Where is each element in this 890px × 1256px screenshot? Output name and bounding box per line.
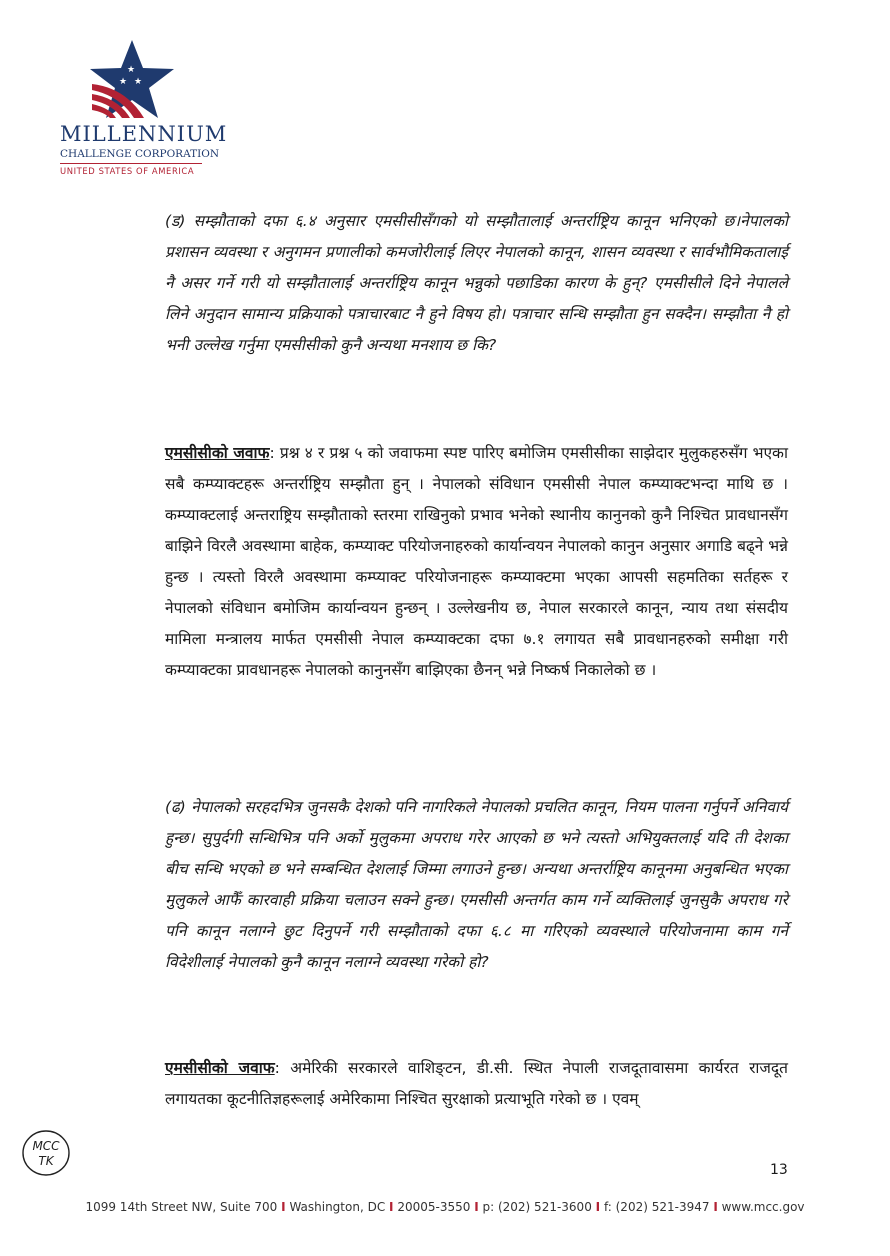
svg-text:★: ★ [119,77,128,87]
svg-text:★: ★ [127,65,136,75]
footer-separator: I [281,1200,286,1214]
page-number: 13 [770,1162,788,1178]
stamp-line-1: MCC [32,1139,60,1153]
footer-city: Washington, DC [289,1200,386,1214]
question-da: (ड) सम्झौताको दफा ६.४ अनुसार एमसीसीसँगको यो सम्झौतालाई अन्तर्राष्ट्रिय कानून भनिएको छ।नेपालको प्रशासन व्यवस्था र अनुगमन प्रणालीको कमजोरीलाई लिएर नेपालको कानून, शासन व्यवस्था र सार्वभौमिकतालाई नै असर गर्ने गरी यो सम्झौतालाई अन्तर्राष्ट्रिय कानून भन्नुको पछाडिका कारण के हुन्? एमसीसीले दिने नेपालले लिने अनुदान सामान्य प्रक्रियाको पत्राचारबाट नै हुने विषय हो। पत्राचार सन्धि सम्झौता हुन सक्दैन। सम्झौता नै हो भनी उल्लेख गर्नुमा एमसीसीको कुनै अन्यथा मनशाय छ कि? [165,212,788,354]
answer-1-label: एमसीसीको जवाफ [165,444,270,462]
logo-country: UNITED STATES OF AMERICA [60,166,195,176]
footer-separator: I [474,1200,479,1214]
svg-text:★: ★ [134,77,143,87]
footer-zip: 20005-3550 [397,1200,471,1214]
logo-subname: CHALLENGE CORPORATION [60,148,220,160]
logo-name: MILLENNIUM [60,122,228,146]
footer-phone: p: (202) 521-3600 [482,1200,592,1214]
footer-separator: I [595,1200,601,1214]
footer [0,1200,890,1214]
mcc-logo [60,38,228,176]
answer-2-text: : अमेरिकी सरकारले वाशिङ्टन, डी.सी. स्थित नेपाली राजदूतावासमा कार्यरत राजदूत लगायतका कूटनीतिज्ञहरूलाई अमेरिकामा निश्चित सुरक्षाको प्रत्याभूति गरेको छ । एवम् [165,1059,788,1108]
footer-website-link[interactable]: www.mcc.gov [721,1200,805,1214]
initials-stamp [20,1128,72,1178]
answer-1 [165,438,788,686]
answer-2 [165,1053,788,1115]
footer-fax: f: (202) 521-3947 [603,1200,710,1214]
star-logo-icon [86,38,178,120]
footer-separator: I [713,1200,718,1214]
answer-1-text: : प्रश्न ४ र प्रश्न ५ को जवाफमा स्पष्ट पारिए बमोजिम एमसीसीका साझेदार मुलुकहरुसँग भएका सबै कम्प्याक्टहरू अन्तर्राष्ट्रिय सम्झौता हुन् । नेपालको संविधान एमसीसी नेपाल कम्प्याक्टभन्दा माथि छ । कम्प्याक्टलाई अन्तराष्ट्रिय सम्झौताको स्तरमा राखिनुको प्रभाव भनेको स्थानीय कानुनको कुनै निश्चित प्रावधानसँग बाझिने विरलै अवस्थामा बाहेक, कम्प्याक्ट परियोजनाहरुको कार्यान्वयन नेपालको कानुन अनुसार अगाडि बढ्ने भन्ने हुन्छ । त्यस्तो विरलै अवस्थामा कम्प्याक्ट परियोजनाहरू कम्प्याक्टमा भएका आपसी सहमतिका सर्तहरू र नेपालको संविधान बमोजिम कार्यान्वयन हुन्छन् । उल्लेखनीय छ, नेपाल सरकारले कानून, न्याय तथा संसदीय मामिला मन्त्रालय मार्फत एमसीसी नेपाल कम्प्याक्टका दफा ७.१ लगायत सबै प्रावधानहरुको समीक्षा गरी कम्प्याक्टका प्रावधानहरू नेपालको कानुनसँग बाझिएका छैनन् भन्ने निष्कर्ष निकालेको छ । [165,444,788,679]
answer-2-label: एमसीसीको जवाफ [165,1059,275,1077]
question-dha: (ढ) नेपालको सरहदभित्र जुनसकै देशको पनि नागरिकले नेपालको प्रचलित कानून, नियम पालना गर्नुपर्ने अनिवार्य हुन्छ। सुपुर्दगी सन्धिभित्र पनि अर्को मुलुकमा अपराध गरेर आएको छ भने त्यस्तो अभियुक्तलाई यदि ती देशका बीच सन्धि भएको छ भने सम्बन्धित देशलाई जिम्मा लगाउने हुन्छ। अन्यथा अन्तर्राष्ट्रिय कानूनमा अनुबन्धित भएका मुलुकले आफैँ कारवाही प्रक्रिया चलाउन सक्ने हुन्छ। एमसीसी अन्तर्गत काम गर्ने व्यक्तिलाई जुनसुकै अपराध गरे पनि कानून नलाग्ने छुट दिनुपर्ने गरी सम्झौताको दफा ६.८ मा गरिएको व्यवस्थाले परियोजनामा काम गर्ने विदेशीलाई नेपालको कुनै कानून नलाग्ने व्यवस्था गरेको हो? [165,798,788,971]
stamp-line-2: TK [38,1154,54,1168]
logo-divider [60,163,202,164]
footer-address: 1099 14th Street NW, Suite 700 [85,1200,278,1214]
footer-separator: I [389,1200,394,1214]
